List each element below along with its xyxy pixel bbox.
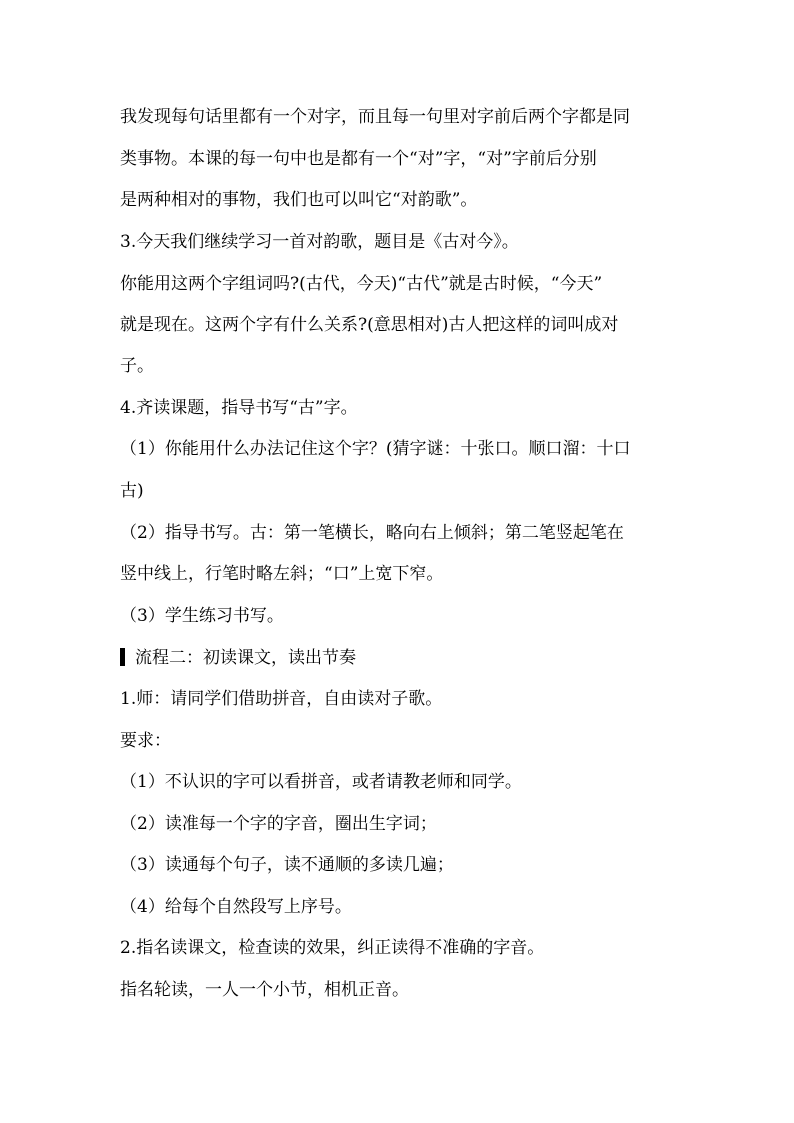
paragraph-line: 就是现在。这两个字有什么关系?(意思相对)古人把这样的词叫成对 (120, 315, 619, 335)
section-heading-text: 流程二：初读课文，读出节奏 (135, 648, 356, 668)
paragraph-line: 竖中线上，行笔时略左斜；“口”上宽下窄。 (120, 564, 444, 584)
paragraph-line: 1.师：请同学们借助拼音，自由读对子歌。 (120, 689, 443, 709)
paragraph-line: （4）给每个自然段写上序号。 (120, 897, 352, 917)
paragraph-line: （3）读通每个句子，读不通顺的多读几遍； (120, 855, 454, 875)
paragraph-line: 指名轮读，一人一个小节，相机正音。 (120, 980, 409, 1000)
paragraph-line: 2.指名读课文，检查读的效果，纠正读得不准确的字音。 (120, 938, 545, 958)
paragraph-line: 4.齐读课题，指导书写“古”字。 (120, 398, 358, 418)
paragraph-line: 3.今天我们继续学习一首对韵歌，题目是《古对今》。 (120, 232, 519, 252)
paragraph-line: （2）指导书写。古：第一笔横长，略向右上倾斜；第二笔竖起笔在 (120, 523, 624, 543)
paragraph-line: 是两种相对的事物，我们也可以叫它“对韵歌”。 (120, 190, 478, 210)
paragraph-line: 你能用这两个字组词吗?(古代，今天)“古代”就是古时候，“今天” (120, 274, 603, 294)
paragraph-line: （1）不认识的字可以看拼音，或者请教老师和同学。 (120, 772, 522, 792)
paragraph-line: 我发现每句话里都有一个对字，而且每一句里对字前后两个字都是同 (120, 107, 630, 127)
paragraph-line: （2）读准每一个字的字音，圈出生字词； (120, 814, 437, 834)
heading-marker-bar (120, 648, 125, 666)
paragraph-line: 要求： (120, 731, 171, 751)
section-heading (120, 647, 680, 669)
paragraph-line: （1）你能用什么办法记住这个字？(猜字谜：十张口。顺口溜：十口 (120, 439, 631, 459)
paragraph-line: （3）学生练习书写。 (120, 606, 284, 626)
paragraph-line: 类事物。本课的每一句中也是都有一个“对”字，“对”字前后分别 (120, 149, 597, 169)
paragraph-line: 子。 (120, 356, 154, 376)
paragraph-line: 古) (120, 481, 144, 501)
